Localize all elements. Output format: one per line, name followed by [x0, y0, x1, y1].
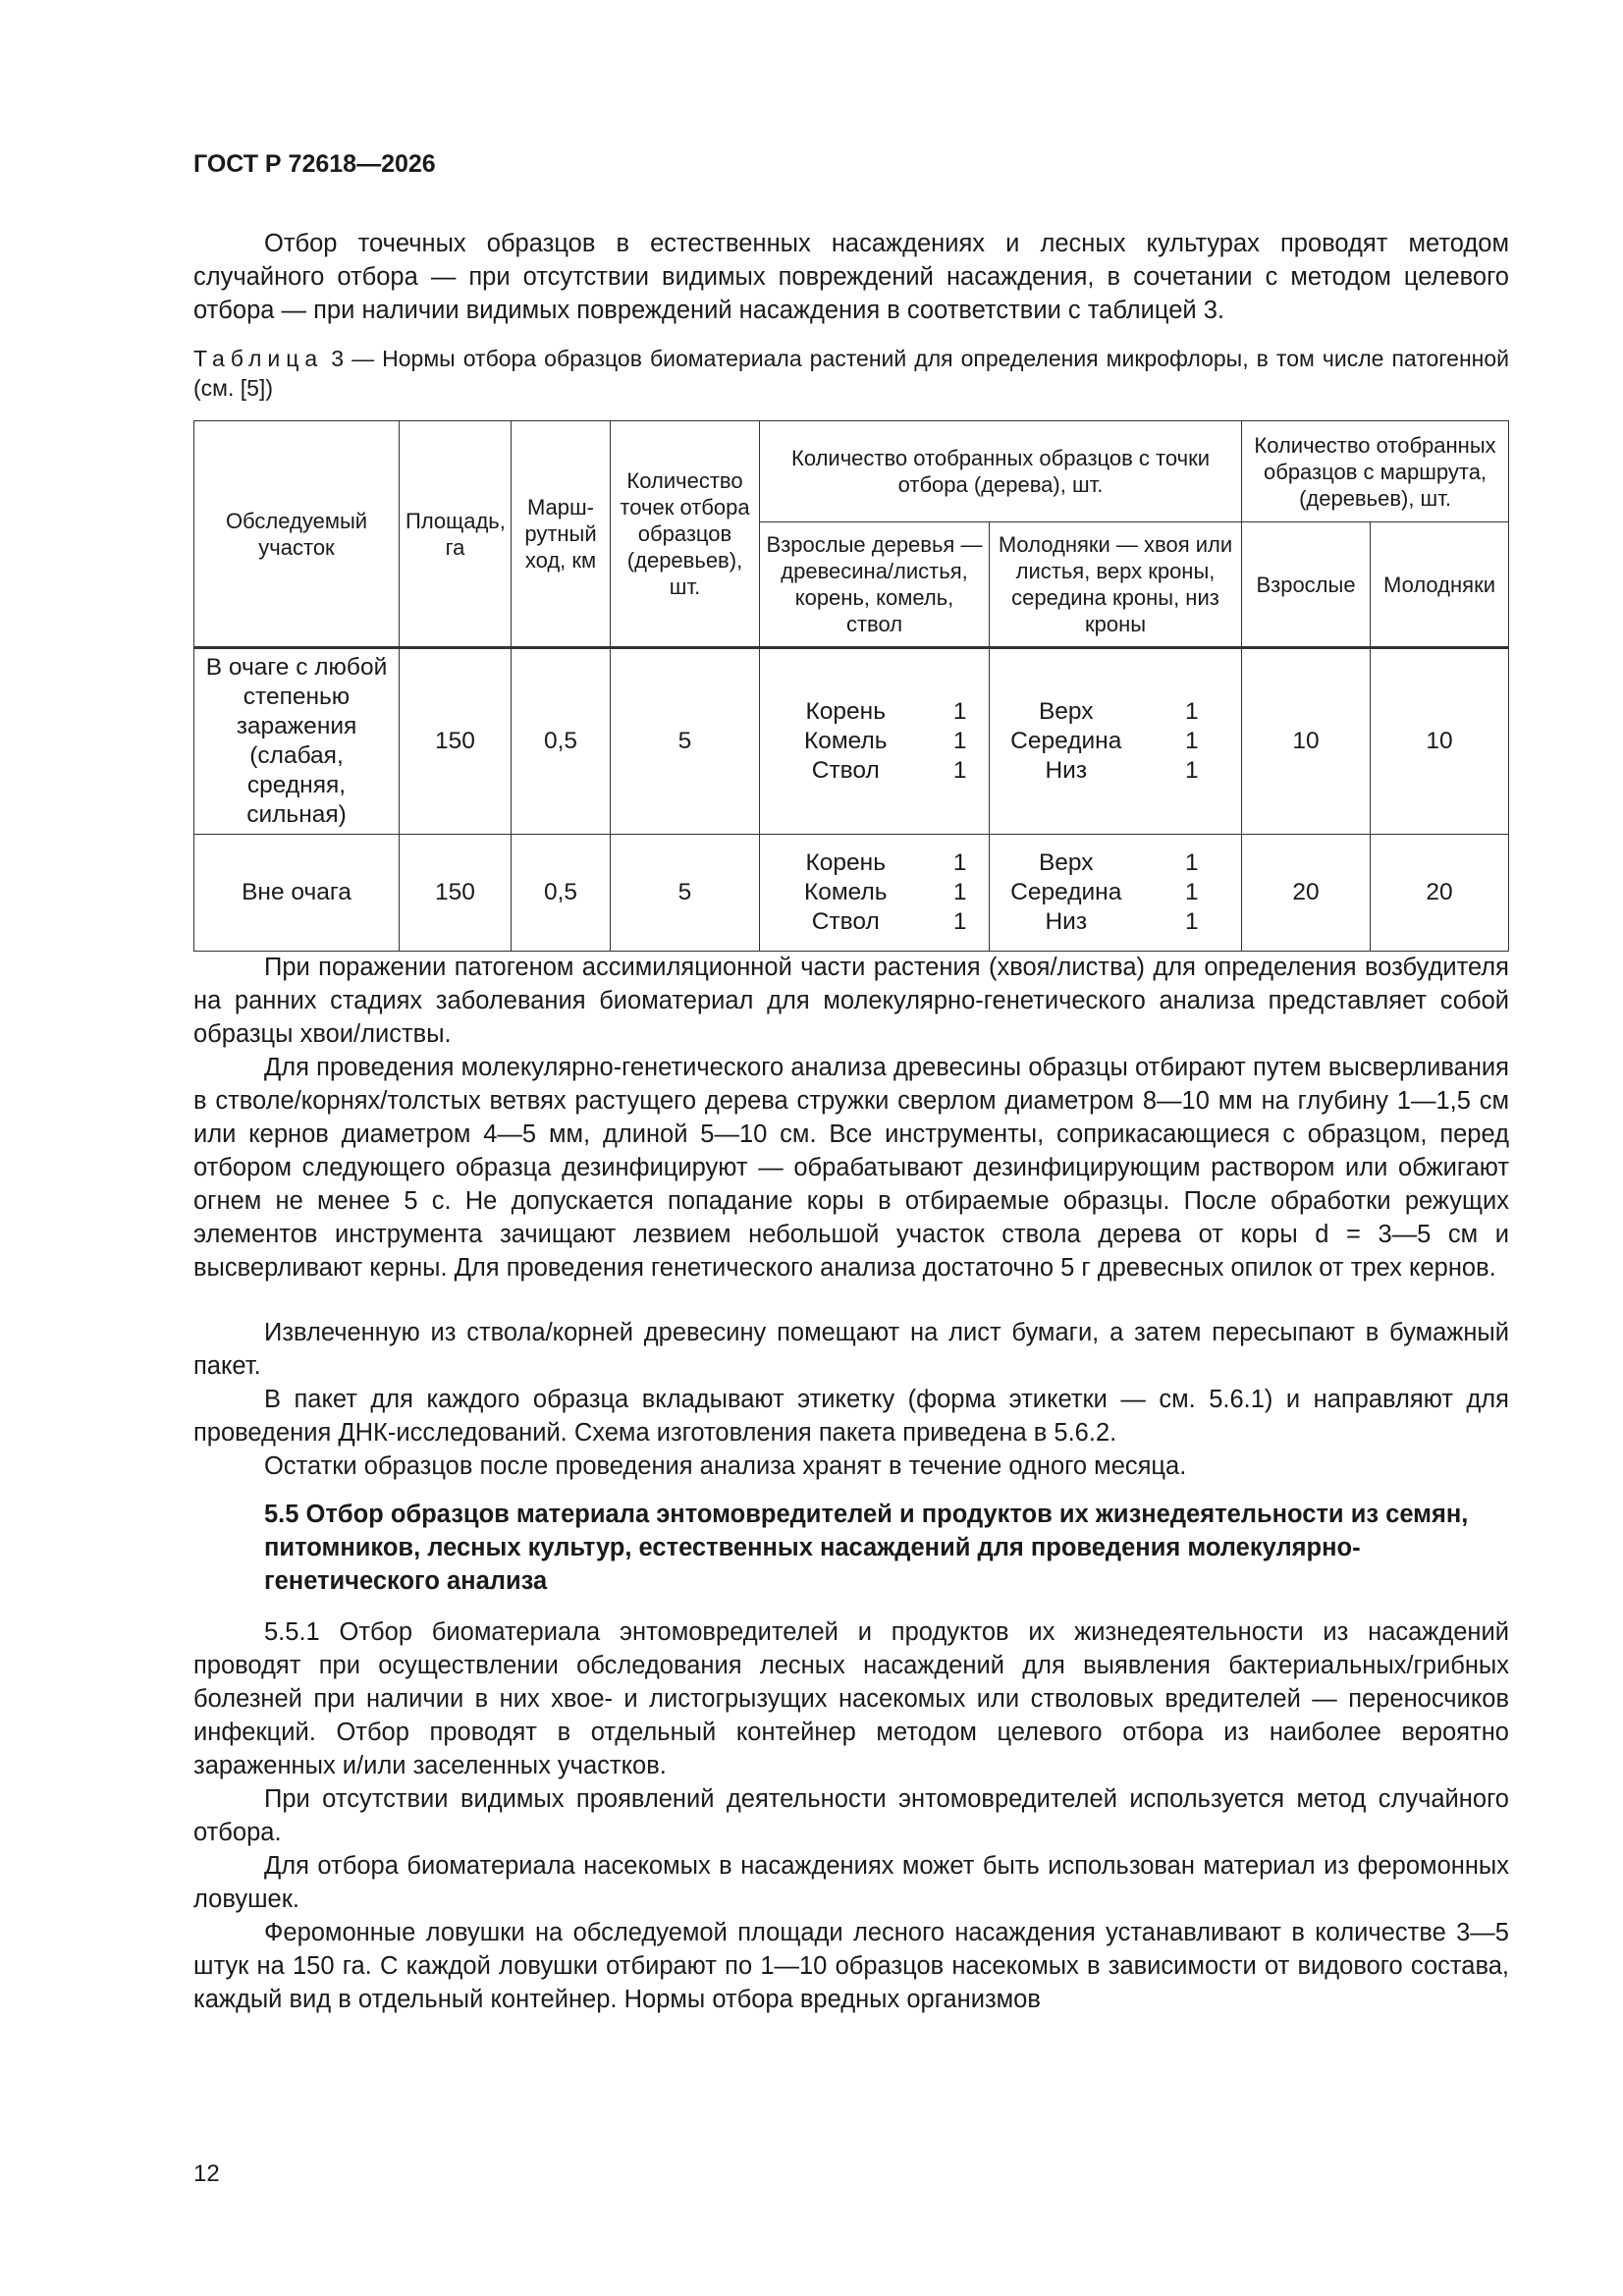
cell-adult-counts — [932, 835, 990, 952]
cell-route-adults: 20 — [1242, 835, 1371, 952]
adult-part: Корень — [805, 698, 886, 725]
cell-route-young: 20 — [1371, 835, 1509, 952]
adult-count: 1 — [952, 879, 967, 905]
young-part: Середина — [1010, 728, 1122, 754]
section-paragraph: Феромонные ловушки на обследуемой площади лесного насаждения устанавливают в количестве 3—5 штук на 150 га. С каждой ловушки отбирают по 1—10 образцов насекомых в зависимости от видового состава, каждый вид в отдельный контейнер. Нормы отбора вредных организмов — [193, 1919, 1509, 2013]
col-header-adults: Взрослые — [1242, 522, 1371, 648]
section-paragraph: При отсутствии видимых проявлений деятельности энтомовредителей используется метод случайного отбора. — [193, 1785, 1509, 1846]
cell-young-counts — [1143, 835, 1242, 952]
young-count: 1 — [1184, 698, 1199, 725]
young-part: Низ — [1045, 757, 1088, 784]
col-header-young: Молодняки — [1371, 522, 1509, 648]
young-part: Низ — [1045, 908, 1088, 935]
young-count: 1 — [1184, 757, 1199, 784]
cell-adult-parts — [760, 648, 932, 835]
col-header-plot: Обследуемый участок — [194, 421, 400, 648]
intro-paragraph: Отбор точечных образцов в естественных насаждениях и лесных культурах проводят методом случайного отбора — при отсутствии видимых повреждений насаждения, в сочетании с методом целевого отбора — при наличии видимых повреждений насаждения в соответствии с таблицей 3. — [193, 230, 1509, 324]
body-paragraph: В пакет для каждого образца вкладывают этикетку (форма этикетки — см. 5.6.1) и направляют для проведения ДНК-исследований. Схема изготовления пакета приведена в 5.6.2. — [193, 1386, 1509, 1447]
table-row — [194, 648, 1509, 835]
col-header-per-route: Количество отобранных образцов с маршрута, (деревьев), шт. — [1242, 421, 1509, 522]
adult-part: Корень — [805, 849, 886, 876]
adult-count: 1 — [952, 757, 967, 784]
adult-count: 1 — [952, 849, 967, 876]
adult-count: 1 — [952, 698, 967, 725]
sampling-norms-table — [193, 420, 1509, 952]
cell-route-young: 10 — [1371, 648, 1509, 835]
cell-points: 5 — [611, 835, 760, 952]
cell-plot: В очаге с любой степенью заражения (слабая, средняя, сильная) — [194, 648, 400, 835]
young-part: Верх — [1038, 698, 1094, 725]
body-paragraph: Остатки образцов после проведения анализа хранят в течение одного месяца. — [264, 1452, 1187, 1480]
body-paragraph: Для проведения молекулярно-генетического анализа древесины образцы отбирают путем высверливания в стволе/корнях/толстых ветвях растущего дерева стружки сверлом диаметром 8—10 мм на глубину 1—1,5 см или кернов диаметром 4—5 мм, длиной 5—10 см. Все инструменты, соприкасающиеся с образцом, перед отбором следующего образца дезинфицируют — обрабатывают дезинфицирующим раствором или обжигают огнем не менее 5 с. Не допускается попадание коры в отбираемые образцы. После обработки режущих элементов инструмента зачищают лезвием небольшой участок ствола дерева от коры d = 3—5 см и высверливают керны. Для проведения генетического анализа достаточно 5 г древесных опилок от трех кернов. — [193, 1054, 1509, 1282]
body-paragraph: Извлеченную из ствола/корней древесину помещают на лист бумаги, а затем пересыпают в бумажный пакет. — [193, 1319, 1509, 1380]
young-count: 1 — [1184, 849, 1199, 876]
cell-area: 150 — [400, 835, 512, 952]
adult-part: Ствол — [811, 757, 880, 784]
col-header-adult-trees: Взрослые деревья — древесина/листья, корень, комель, ствол — [760, 522, 990, 648]
young-count: 1 — [1184, 879, 1199, 905]
table-caption — [193, 344, 1509, 403]
body-paragraph: При поражении патогеном ассимиляционной части растения (хвоя/листва) для определения возбудителя на ранних стадиях заболевания биоматериал для молекулярно-генетического анализа представляет собой образцы хвои/листвы. — [193, 954, 1509, 1048]
cell-adult-parts — [760, 835, 932, 952]
section-heading: 5.5 Отбор образцов материала энтомовредителей и продуктов их жизнедеятельности из семян, питомников, лесных культур, естественных насаждений для проведения молекулярно-генетического анализа — [264, 1501, 1469, 1595]
cell-plot: Вне очага — [194, 835, 400, 952]
adult-count: 1 — [952, 908, 967, 935]
section-paragraph: 5.5.1 Отбор биоматериала энтомовредителей и продуктов их жизнедеятельности из насаждений проводят при осуществлении обследования лесных насаждений для выявления бактериальных/грибных болезней при наличии в них хвое- и листогрызущих насекомых или стволовых вредителей — переносчиков инфекций. Отбор проводят в отдельный контейнер методом целевого отбора из наиболее вероятно зараженных и/или заселенных участков. — [193, 1618, 1509, 1779]
page-number: 12 — [193, 2160, 220, 2187]
table-caption-text: 3 — Нормы отбора образцов биоматериала растений для определения микрофлоры, в том числе патогенной (см. [5]) — [193, 346, 1509, 401]
col-header-young-trees: Молодняки — хвоя или листья, верх кроны, середина кроны, низ кроны — [990, 522, 1242, 648]
adult-part: Комель — [803, 879, 888, 905]
cell-route: 0,5 — [512, 835, 611, 952]
cell-adult-counts — [932, 648, 990, 835]
document-header: ГОСТ Р 72618—2026 — [193, 150, 436, 178]
young-part: Верх — [1038, 849, 1094, 876]
col-header-area: Площадь, га — [400, 421, 512, 648]
cell-route: 0,5 — [512, 648, 611, 835]
young-count: 1 — [1184, 908, 1199, 935]
cell-area: 150 — [400, 648, 512, 835]
col-header-route: Марш-рутный ход, км — [512, 421, 611, 648]
table-caption-label: Таблица — [193, 346, 324, 371]
young-count: 1 — [1184, 728, 1199, 754]
cell-points: 5 — [611, 648, 760, 835]
table-row — [194, 835, 1509, 952]
col-header-points: Количество точек отбора образцов (деревьев), шт. — [611, 421, 760, 648]
cell-route-adults: 10 — [1242, 648, 1371, 835]
cell-young-parts — [990, 648, 1143, 835]
adult-count: 1 — [952, 728, 967, 754]
cell-young-parts — [990, 835, 1143, 952]
adult-part: Комель — [803, 728, 888, 754]
young-part: Середина — [1010, 879, 1122, 905]
section-paragraph: Для отбора биоматериала насекомых в насаждениях может быть использован материал из феромонных ловушек. — [193, 1852, 1509, 1913]
cell-young-counts — [1143, 648, 1242, 835]
col-header-per-point: Количество отобранных образцов с точки отбора (дерева), шт. — [760, 421, 1242, 522]
adult-part: Ствол — [811, 908, 880, 935]
